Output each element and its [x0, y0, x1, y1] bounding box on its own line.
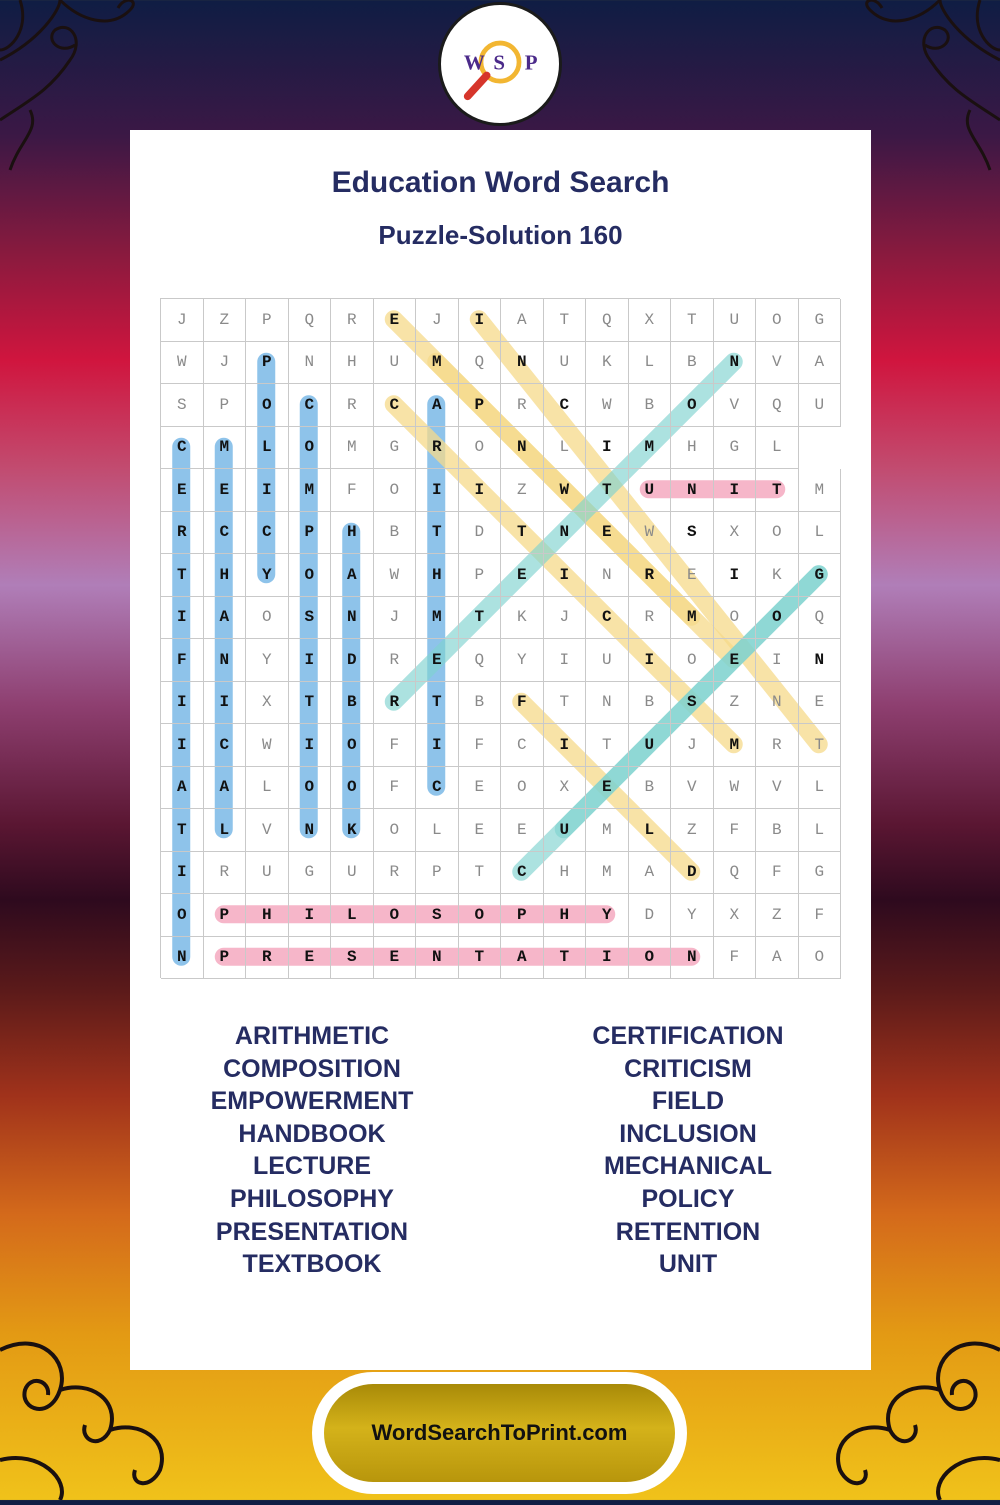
- grid-cell: M: [799, 469, 842, 512]
- grid-cell: C: [374, 384, 417, 427]
- grid-cell: I: [756, 639, 799, 682]
- svg-text:P: P: [524, 50, 538, 75]
- grid-cell: B: [629, 384, 672, 427]
- grid-cell: Q: [756, 384, 799, 427]
- grid-cell: C: [246, 512, 289, 555]
- grid-cell: E: [374, 299, 417, 342]
- grid-cell: L: [331, 894, 374, 937]
- grid-cell: I: [204, 682, 247, 725]
- grid-cell: N: [289, 342, 332, 385]
- grid-cell: E: [586, 512, 629, 555]
- grid-cell: S: [416, 894, 459, 937]
- grid-cell: Z: [756, 894, 799, 937]
- grid-cell: T: [416, 512, 459, 555]
- grid-cell: I: [544, 639, 587, 682]
- grid-cell: E: [799, 682, 842, 725]
- grid-cell: L: [756, 427, 799, 470]
- grid-cell: U: [629, 724, 672, 767]
- word-item: FIELD: [651, 1087, 725, 1116]
- grid-cell: U: [331, 852, 374, 895]
- grid-cell: L: [246, 767, 289, 810]
- svg-text:W: W: [463, 50, 485, 75]
- grid-cell: A: [756, 937, 799, 980]
- grid-cell: T: [459, 937, 502, 980]
- grid-cell: M: [586, 809, 629, 852]
- grid-cell: R: [501, 384, 544, 427]
- grid-cell: R: [374, 639, 417, 682]
- grid-cell: W: [714, 767, 757, 810]
- grid-cell: N: [289, 809, 332, 852]
- svg-text:S: S: [493, 50, 505, 75]
- grid-cell: R: [331, 299, 374, 342]
- grid-cell: C: [161, 427, 204, 470]
- grid-cell: O: [799, 937, 842, 980]
- grid-cell: A: [161, 767, 204, 810]
- grid-cell: V: [756, 342, 799, 385]
- grid-cell: H: [544, 894, 587, 937]
- grid-cell: Q: [799, 597, 842, 640]
- grid-cell: N: [799, 639, 842, 682]
- grid-cell: F: [161, 639, 204, 682]
- grid-cell: G: [799, 554, 842, 597]
- grid-cell: M: [671, 597, 714, 640]
- grid-cell: P: [416, 852, 459, 895]
- grid-cell: S: [161, 384, 204, 427]
- grid-cell: V: [671, 767, 714, 810]
- grid-cell: A: [204, 597, 247, 640]
- grid-cell: L: [799, 809, 842, 852]
- grid-cell: H: [544, 852, 587, 895]
- grid-cell: S: [331, 937, 374, 980]
- grid-cell: B: [629, 767, 672, 810]
- grid-cell: I: [289, 724, 332, 767]
- grid-cell: U: [374, 342, 417, 385]
- grid-cell: Y: [671, 894, 714, 937]
- grid-cell: V: [246, 809, 289, 852]
- grid-cell: X: [714, 512, 757, 555]
- grid-cell: M: [629, 427, 672, 470]
- word-item: MECHANICAL: [603, 1152, 773, 1181]
- grid-cell: I: [416, 469, 459, 512]
- puzzle-card: [130, 130, 871, 1370]
- grid-cell: A: [204, 767, 247, 810]
- grid-cell: E: [374, 937, 417, 980]
- grid-cell: E: [501, 554, 544, 597]
- grid-cell: N: [586, 554, 629, 597]
- page-title: Education Word Search: [331, 166, 670, 199]
- grid-cell: Z: [204, 299, 247, 342]
- grid-cell: T: [799, 724, 842, 767]
- grid-cell: Q: [586, 299, 629, 342]
- grid-cell: C: [501, 724, 544, 767]
- grid-cell: T: [289, 682, 332, 725]
- grid-cell: I: [289, 639, 332, 682]
- word-list-right: [538, 1020, 838, 1281]
- word-item: POLICY: [641, 1184, 735, 1213]
- grid-cell: R: [374, 682, 417, 725]
- grid-cell: U: [246, 852, 289, 895]
- grid-cell: I: [246, 469, 289, 512]
- grid-cell: T: [459, 597, 502, 640]
- grid-cell: O: [501, 767, 544, 810]
- grid-cell: M: [416, 342, 459, 385]
- grid-cell: M: [289, 469, 332, 512]
- grid-cell: O: [331, 767, 374, 810]
- grid-cell: N: [544, 512, 587, 555]
- grid-cell: O: [289, 767, 332, 810]
- grid-cell: N: [586, 682, 629, 725]
- grid-cell: T: [161, 809, 204, 852]
- grid-cell: I: [416, 724, 459, 767]
- grid-cell: T: [416, 682, 459, 725]
- grid-cell: O: [374, 809, 417, 852]
- grid-cell: N: [204, 639, 247, 682]
- grid-cell: Z: [671, 809, 714, 852]
- grid-cell: R: [416, 427, 459, 470]
- grid-cell: P: [459, 554, 502, 597]
- grid-cell: U: [544, 342, 587, 385]
- grid-cell: U: [714, 299, 757, 342]
- grid-cell: W: [374, 554, 417, 597]
- grid-cell: A: [629, 852, 672, 895]
- grid-cell: N: [714, 342, 757, 385]
- grid-cell: O: [459, 894, 502, 937]
- grid-cell: P: [501, 894, 544, 937]
- grid-cell: B: [459, 682, 502, 725]
- grid-cell: C: [204, 512, 247, 555]
- grid-cell: E: [714, 639, 757, 682]
- grid-cell: S: [671, 512, 714, 555]
- footer-badge: [312, 1372, 687, 1494]
- grid-cell: E: [671, 554, 714, 597]
- grid-cell: L: [799, 512, 842, 555]
- grid-cell: M: [204, 427, 247, 470]
- grid-cell: K: [331, 809, 374, 852]
- grid-cell: O: [289, 554, 332, 597]
- grid-cell: F: [501, 682, 544, 725]
- grid-cell: E: [501, 809, 544, 852]
- grid-cell: F: [756, 852, 799, 895]
- grid-cell: P: [204, 894, 247, 937]
- word-item: RETENTION: [615, 1217, 761, 1246]
- grid-cell: O: [246, 597, 289, 640]
- word-list-left: [162, 1020, 462, 1281]
- grid-cell: N: [671, 469, 714, 512]
- grid-cell: D: [671, 852, 714, 895]
- grid-cell: E: [459, 809, 502, 852]
- grid-cell: R: [629, 554, 672, 597]
- grid-cell: T: [501, 512, 544, 555]
- grid-cell: N: [756, 682, 799, 725]
- grid-cell: G: [799, 852, 842, 895]
- grid-cell: C: [289, 384, 332, 427]
- grid-cell: H: [671, 427, 714, 470]
- grid-cell: L: [544, 427, 587, 470]
- grid-cell: Q: [459, 639, 502, 682]
- word-item: INCLUSION: [619, 1119, 757, 1148]
- grid-cell: C: [586, 597, 629, 640]
- grid-cell: L: [629, 809, 672, 852]
- word-item: EMPOWERMENT: [210, 1087, 414, 1116]
- grid-cell: Q: [459, 342, 502, 385]
- grid-cell: I: [544, 724, 587, 767]
- grid-cell: P: [289, 512, 332, 555]
- grid-cell: F: [714, 937, 757, 980]
- word-item: ARITHMETIC: [234, 1022, 390, 1050]
- grid-cell: T: [544, 682, 587, 725]
- grid-cell: Z: [714, 682, 757, 725]
- grid-cell: T: [671, 299, 714, 342]
- grid-cell: W: [544, 469, 587, 512]
- grid-cell: A: [501, 937, 544, 980]
- word-search-grid: [160, 298, 840, 978]
- grid-cell: D: [331, 639, 374, 682]
- grid-cell: N: [161, 937, 204, 980]
- grid-cell: U: [799, 384, 842, 427]
- grid-cell: L: [246, 427, 289, 470]
- grid-cell: T: [459, 852, 502, 895]
- grid-cell: I: [714, 469, 757, 512]
- grid-cell: S: [289, 597, 332, 640]
- site-logo[interactable]: [438, 2, 562, 126]
- grid-cell: B: [671, 342, 714, 385]
- grid-cell: O: [629, 937, 672, 980]
- grid-cell: N: [331, 597, 374, 640]
- word-item: LECTURE: [252, 1152, 372, 1181]
- grid-cell: T: [544, 299, 587, 342]
- grid-cell: O: [161, 894, 204, 937]
- grid-cell: W: [629, 512, 672, 555]
- grid-cell: V: [756, 767, 799, 810]
- grid-cell: A: [331, 554, 374, 597]
- grid-cell: O: [374, 469, 417, 512]
- grid-cell: Y: [586, 894, 629, 937]
- grid-cell: E: [204, 469, 247, 512]
- grid-cell: J: [416, 299, 459, 342]
- grid-cell: A: [501, 299, 544, 342]
- grid-cell: M: [331, 427, 374, 470]
- grid-cell: F: [331, 469, 374, 512]
- grid-cell: G: [799, 299, 842, 342]
- grid-cell: O: [246, 384, 289, 427]
- grid-cell: O: [374, 894, 417, 937]
- grid-cell: T: [586, 469, 629, 512]
- grid-cell: O: [756, 512, 799, 555]
- grid-cell: E: [416, 639, 459, 682]
- grid-cell: Q: [714, 852, 757, 895]
- grid-cell: C: [204, 724, 247, 767]
- grid-cell: K: [586, 342, 629, 385]
- grid-cell: T: [756, 469, 799, 512]
- grid-cell: D: [459, 512, 502, 555]
- grid-cell: P: [459, 384, 502, 427]
- grid-cell: E: [586, 767, 629, 810]
- grid-cell: Q: [289, 299, 332, 342]
- grid-cell: X: [544, 767, 587, 810]
- grid-cell: I: [586, 937, 629, 980]
- grid-cell: N: [416, 937, 459, 980]
- grid-cell: X: [714, 894, 757, 937]
- grid-cell: N: [671, 937, 714, 980]
- grid-cell: Y: [246, 554, 289, 597]
- grid-cell: I: [161, 724, 204, 767]
- word-item: TEXTBOOK: [242, 1250, 382, 1279]
- grid-cell: L: [204, 809, 247, 852]
- grid-cell: P: [246, 299, 289, 342]
- grid-cell: O: [671, 639, 714, 682]
- page-subtitle: Puzzle-Solution 160: [378, 220, 623, 250]
- grid-cell: F: [374, 767, 417, 810]
- grid-cell: I: [586, 427, 629, 470]
- grid-cell: T: [161, 554, 204, 597]
- grid-cell: G: [374, 427, 417, 470]
- grid-cell: P: [246, 342, 289, 385]
- grid-cell: B: [374, 512, 417, 555]
- grid-cell: J: [671, 724, 714, 767]
- grid-cell: N: [501, 342, 544, 385]
- word-item: UNIT: [658, 1250, 718, 1279]
- grid-cell: A: [799, 342, 842, 385]
- grid-cell: G: [714, 427, 757, 470]
- grid-cell: T: [544, 937, 587, 980]
- grid-cell: S: [671, 682, 714, 725]
- grid-cell: O: [289, 427, 332, 470]
- grid-cell: E: [459, 767, 502, 810]
- footer-link[interactable]: [324, 1384, 675, 1482]
- grid-cell: I: [629, 639, 672, 682]
- grid-cell: R: [374, 852, 417, 895]
- grid-cell: K: [756, 554, 799, 597]
- word-item: HANDBOOK: [238, 1119, 386, 1148]
- grid-cell: R: [204, 852, 247, 895]
- word-item: COMPOSITION: [223, 1054, 401, 1083]
- grid-cell: R: [756, 724, 799, 767]
- grid-cell: I: [459, 299, 502, 342]
- footer-site-text: WordSearchToPrint.com: [371, 1420, 628, 1445]
- grid-cell: X: [629, 299, 672, 342]
- grid-cell: I: [161, 682, 204, 725]
- grid-cell: I: [289, 894, 332, 937]
- grid-cell: Y: [246, 639, 289, 682]
- grid-cell: H: [246, 894, 289, 937]
- grid-cell: W: [161, 342, 204, 385]
- grid-cell: F: [799, 894, 842, 937]
- grid-cell: H: [204, 554, 247, 597]
- grid-cell: B: [331, 682, 374, 725]
- grid-cell: B: [756, 809, 799, 852]
- grid-cell: M: [416, 597, 459, 640]
- grid-cell: P: [204, 937, 247, 980]
- grid-cell: K: [501, 597, 544, 640]
- grid-cell: J: [544, 597, 587, 640]
- grid-cell: L: [629, 342, 672, 385]
- grid-cell: A: [416, 384, 459, 427]
- grid-cell: U: [544, 809, 587, 852]
- grid-cell: J: [204, 342, 247, 385]
- grid-cell: M: [714, 724, 757, 767]
- grid-cell: J: [161, 299, 204, 342]
- grid-cell: L: [799, 767, 842, 810]
- grid-cell: H: [331, 512, 374, 555]
- grid-cell: U: [629, 469, 672, 512]
- grid-cell: J: [374, 597, 417, 640]
- grid-cell: F: [374, 724, 417, 767]
- grid-cell: H: [416, 554, 459, 597]
- grid-cell: U: [586, 639, 629, 682]
- grid-cell: G: [289, 852, 332, 895]
- grid-cell: O: [714, 597, 757, 640]
- grid-cell: O: [671, 384, 714, 427]
- grid-cell: R: [331, 384, 374, 427]
- grid-cell: O: [756, 299, 799, 342]
- word-item: PHILOSOPHY: [230, 1184, 394, 1213]
- grid-cell: R: [161, 512, 204, 555]
- grid-cell: H: [331, 342, 374, 385]
- word-item: CRITICISM: [624, 1054, 752, 1083]
- grid-cell: W: [246, 724, 289, 767]
- grid-cell: C: [416, 767, 459, 810]
- grid-cell: W: [586, 384, 629, 427]
- grid-cell: E: [161, 469, 204, 512]
- word-item: PRESENTATION: [215, 1217, 409, 1246]
- grid-cell: I: [161, 852, 204, 895]
- grid-cell: P: [204, 384, 247, 427]
- grid-cell: I: [459, 469, 502, 512]
- grid-cell: I: [714, 554, 757, 597]
- grid-cell: C: [501, 852, 544, 895]
- grid-cell: N: [501, 427, 544, 470]
- grid-cell: R: [246, 937, 289, 980]
- grid-cell: F: [714, 809, 757, 852]
- grid-cell: B: [629, 682, 672, 725]
- grid-cell: F: [459, 724, 502, 767]
- grid-cell: I: [161, 597, 204, 640]
- grid-cell: M: [586, 852, 629, 895]
- grid-cell: O: [331, 724, 374, 767]
- grid-cell: D: [629, 894, 672, 937]
- grid-cell: Y: [501, 639, 544, 682]
- grid-cell: O: [459, 427, 502, 470]
- grid-cell: I: [544, 554, 587, 597]
- grid-cell: L: [416, 809, 459, 852]
- grid-cell: R: [629, 597, 672, 640]
- grid-cell: V: [714, 384, 757, 427]
- grid-cell: X: [246, 682, 289, 725]
- word-item: CERTIFICATION: [592, 1022, 784, 1050]
- grid-cell: C: [544, 384, 587, 427]
- grid-cell: T: [586, 724, 629, 767]
- grid-cell: O: [756, 597, 799, 640]
- grid-cell: E: [289, 937, 332, 980]
- grid-cell: Z: [501, 469, 544, 512]
